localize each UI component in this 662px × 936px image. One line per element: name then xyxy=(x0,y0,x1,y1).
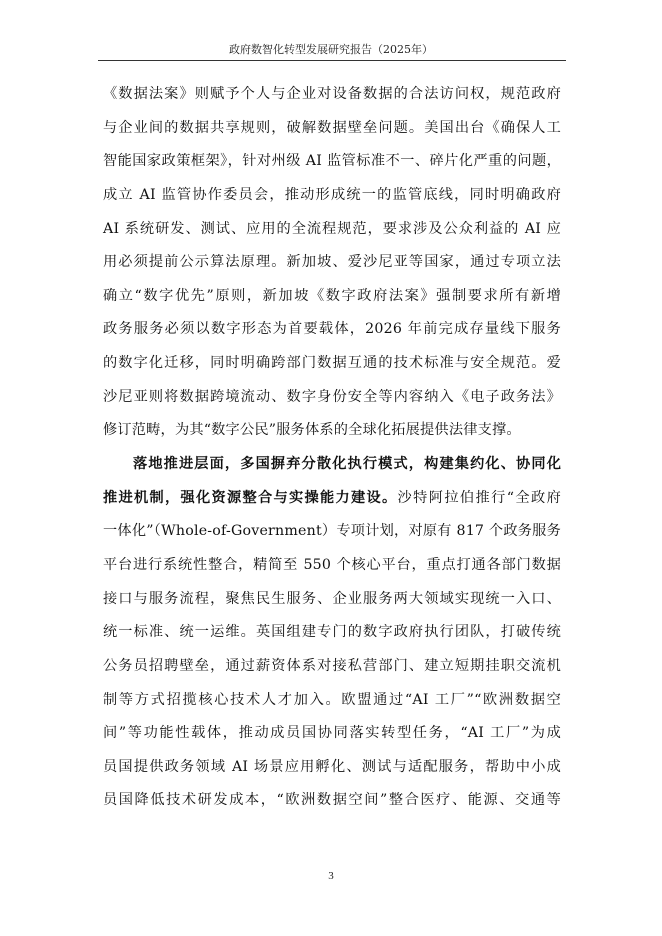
text-line: 用必须提前公示算法原理。新加坡、爱沙尼亚等国家，通过专项立法 xyxy=(103,254,561,271)
bold-topic-sentence: 落地推进层面，多国摒弃分散化执行模式，构建集约化、协同化 xyxy=(133,456,561,473)
text-line: 一体化”（Whole-of-Government）专项计划，对原有 817 个政务服务 xyxy=(103,523,561,540)
bold-topic-sentence-end: 推进机制，强化资源整合与实操能力建设。 xyxy=(103,489,398,506)
header-rule xyxy=(98,60,566,61)
page-number: 3 xyxy=(328,870,334,882)
text-line: 员国提供政务领域 AI 场景应用孵化、测试与适配服务，帮助中小成 xyxy=(103,758,561,775)
running-header: 政府数智化转型发展研究报告（2025年） xyxy=(229,43,433,56)
text-line: 的数字化迁移，同时明确跨部门数据互通的技术标准与安全规范。爱 xyxy=(103,355,561,372)
text-line xyxy=(103,484,561,518)
paragraph-implementation xyxy=(103,450,561,820)
text-line: 制等方式招揽核心技术人才加入。欧盟通过“AI 工厂”“欧洲数据空 xyxy=(103,691,561,708)
text-line: 确立“数字优先”原则，新加坡《数字政府法案》强制要求所有新增 xyxy=(103,287,561,304)
text-line: 成立 AI 监管协作委员会，推动形成统一的监管底线，同时明确政府 xyxy=(103,186,561,203)
body-text xyxy=(103,80,561,820)
text-line: 智能国家政策框架》，针对州级 AI 监管标准不一、碎片化严重的问题， xyxy=(103,153,561,170)
text-line: AI 系统研发、测试、应用的全流程规范，要求涉及公众利益的 AI 应 xyxy=(103,220,561,237)
text-line: 平台进行系统性整合，精简至 550 个核心平台，重点打通各部门数据 xyxy=(103,556,561,573)
text-line: 政务服务必须以数字形态为首要载体，2026 年前完成存量线下服务 xyxy=(103,321,561,338)
text-line: 间”等功能性载体，推动成员国协同落实转型任务，“AI 工厂”为成 xyxy=(103,725,561,742)
text-line: 员国降低技术研发成本，“欧洲数据空间”整合医疗、能源、交通等 xyxy=(103,792,561,809)
text-line: 接口与服务流程，聚焦民生服务、企业服务两大领域实现统一入口、 xyxy=(103,590,561,607)
text-line: 统一标准、统一运维。英国组建专门的数字政府执行团队，打破传统 xyxy=(103,624,561,641)
text-span: 沙特阿拉伯推行“全政府 xyxy=(397,489,561,506)
text-line: 修订范畴，为其“数字公民”服务体系的全球化拓展提供法律支撑。 xyxy=(103,422,521,439)
text-line: 公务员招聘壁垒，通过薪资体系对接私营部门、建立短期挂职交流机 xyxy=(103,657,561,674)
paragraph-legal-framework xyxy=(103,80,561,450)
text-line: 与企业间的数据共享规则，破解数据壁垒问题。美国出台《确保人工 xyxy=(103,119,561,136)
text-line: 《数据法案》则赋予个人与企业对设备数据的合法访问权，规范政府 xyxy=(103,86,561,102)
text-line: 沙尼亚则将数据跨境流动、数字身份安全等内容纳入《电子政务法》 xyxy=(103,388,561,405)
